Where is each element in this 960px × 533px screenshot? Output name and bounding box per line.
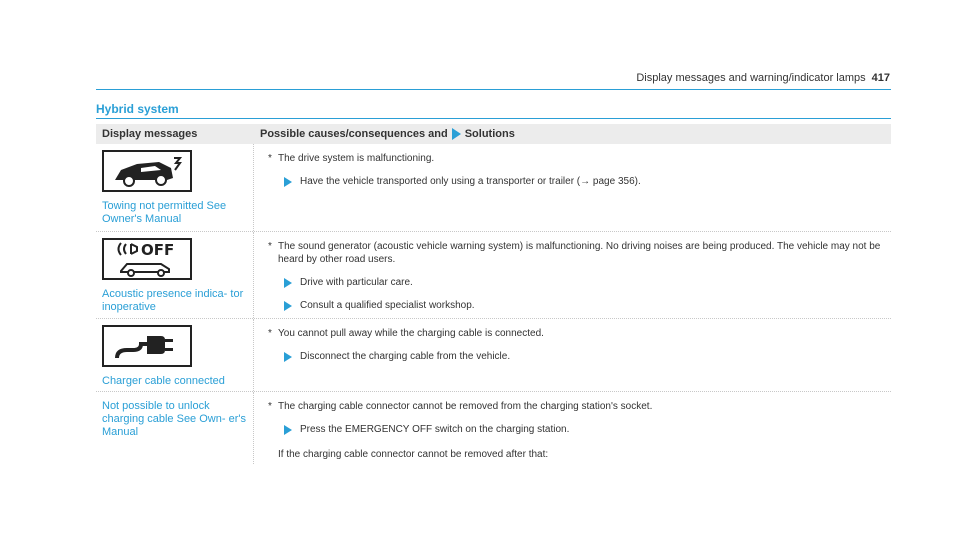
action-item (268, 175, 891, 188)
note-text: If the charging cable connector cannot be removed after that: (278, 449, 549, 460)
running-head-text: Display messages and warning/indicator lamps (636, 72, 866, 84)
cause-cell (254, 232, 891, 318)
bullet-star: * (268, 401, 272, 412)
bullet-star: * (268, 328, 272, 339)
cause-text (268, 152, 891, 165)
message-cell (96, 232, 254, 318)
play-arrow-icon (284, 177, 292, 187)
cause-cell (254, 392, 891, 464)
cause-text (268, 400, 891, 413)
play-arrow-icon (284, 425, 292, 435)
message-cell (96, 392, 254, 464)
message-cell (96, 144, 254, 231)
table-row (96, 232, 891, 319)
cause-label: The charging cable connector cannot be removed from the charging station's socket. (278, 401, 653, 412)
action-item (268, 276, 891, 289)
action-label: Have the vehicle transported only using a transporter or trailer (→ page 356). (300, 176, 641, 187)
car-tow-icon (102, 150, 192, 192)
header-rule (96, 89, 891, 90)
cause-label: You cannot pull away while the charging cable is connected. (278, 328, 544, 339)
action-item (268, 423, 891, 436)
message-text: Not possible to unlock charging cable See Own- er's Manual (102, 400, 246, 438)
col-header-messages: Display messages (102, 128, 198, 140)
table-row (96, 144, 891, 232)
action-item (268, 350, 891, 363)
play-arrow-icon (284, 352, 292, 362)
col-header-solutions-label: Solutions (464, 128, 515, 140)
bullet-star: * (268, 153, 272, 164)
col-header-causes (254, 128, 891, 140)
section-title: Hybrid system (96, 102, 179, 116)
action-item (268, 299, 891, 312)
cause-label: The drive system is malfunctioning. (278, 153, 435, 164)
message-text: Towing not permitted See Owner's Manual (102, 200, 227, 225)
message-cell (96, 319, 254, 391)
cause-text (268, 240, 891, 266)
section-rule (96, 118, 891, 119)
bullet-star: * (268, 241, 272, 252)
message-text: Charger cable connected (102, 375, 225, 387)
running-head (636, 72, 890, 84)
table-row (96, 319, 891, 392)
col-header-causes-label: Possible causes/consequences and (260, 128, 448, 140)
action-label: Disconnect the charging cable from the vehicle. (300, 351, 511, 362)
table-header (96, 124, 891, 144)
play-arrow-icon (284, 278, 292, 288)
cause-cell (254, 319, 891, 391)
action-label: Consult a qualified specialist workshop. (300, 300, 475, 311)
charging-plug-icon (102, 325, 192, 367)
table-row (96, 392, 891, 464)
action-label: Press the EMERGENCY OFF switch on the charging station. (300, 424, 570, 435)
cause-cell (254, 144, 891, 231)
page-number: 417 (871, 72, 890, 84)
action-label: Drive with particular care. (300, 277, 413, 288)
play-arrow-icon (452, 128, 461, 140)
cause-text (268, 327, 891, 340)
message-text: Acoustic presence indica- tor inoperative (102, 288, 244, 313)
cause-label: The sound generator (acoustic vehicle warning system) is malfunctioning. No driving noises are being produced. The vehicle may not be heard by other road users. (278, 241, 881, 265)
messages-table (96, 124, 891, 464)
sound-off-car-icon (102, 238, 192, 280)
play-arrow-icon (284, 301, 292, 311)
off-label: OFF (141, 241, 175, 259)
